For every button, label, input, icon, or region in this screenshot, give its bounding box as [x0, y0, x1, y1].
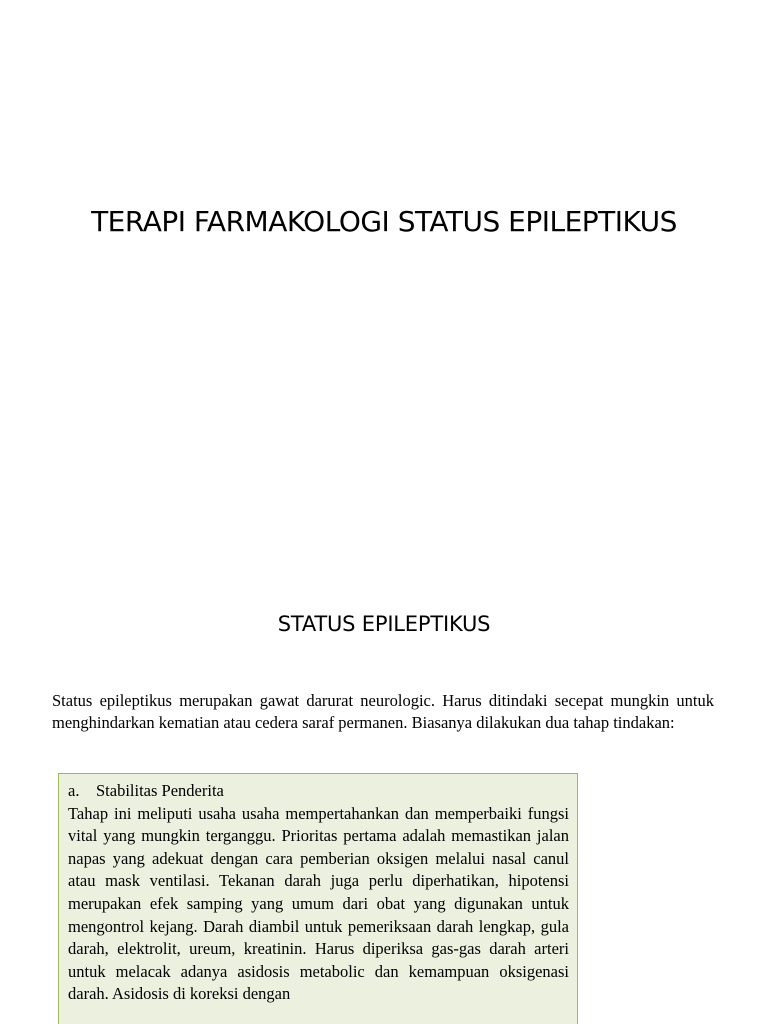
box-heading-text: Stabilitas Penderita [96, 781, 224, 800]
box-heading [68, 780, 569, 803]
slide-heading: STATUS EPILEPTIKUS [277, 612, 491, 636]
intro-paragraph: Status epileptikus merupakan gawat darurat neurologic. Harus ditindaki secepat mungkin untuk menghindarkan kematian atau cedera saraf permanen. Biasanya dilakukan dua tahap tindakan: [52, 691, 714, 732]
stabilization-box [58, 773, 578, 1024]
content-slide [0, 576, 768, 1024]
list-marker: a. [68, 781, 80, 800]
box-body-text: Tahap ini meliputi usaha usaha mempertahankan dan memperbaiki fungsi vital yang mungkin terganggu. Prioritas pertama adalah memastikan jalan napas yang adekuat dengan cara pemberian oksigen melalui nasal canul atau mask ventilasi. Tekanan darah juga perlu diperhatikan, hipotensi merupakan efek samping yang umum dari obat yang digunakan untuk mengontrol kejang. Darah diambil untuk pemeriksaan darah lengkap, gula darah, elektrolit, ureum, kreatinin. Harus diperiksa gas-gas darah arteri untuk melacak adanya asidosis metabolic dan kemampuan oksigenasi darah. Asidosis di koreksi dengan [68, 803, 569, 1004]
slide-title: TERAPI FARMAKOLOGI STATUS EPILEPTIKUS [91, 205, 677, 238]
